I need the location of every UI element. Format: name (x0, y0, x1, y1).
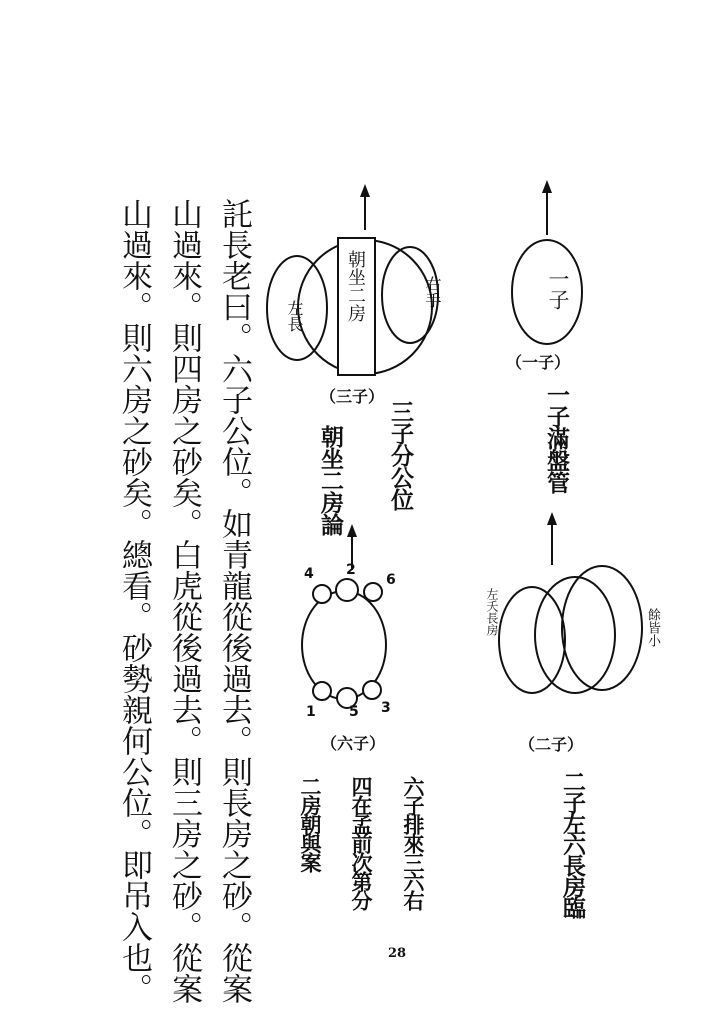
six-sons-number-3: 3 (381, 700, 391, 716)
one-son-inner-label: 一子 (546, 268, 570, 310)
three-sons-caption-paren: （三子） (320, 387, 385, 406)
six-sons-number-1: 1 (306, 704, 316, 720)
two-sons-caption-paren: （二子） (519, 735, 584, 754)
three-sons-center-label: 朝坐二房 (345, 250, 366, 322)
three-sons-caption-line-1: 三子分公位 (387, 400, 413, 510)
six-sons-number-2: 2 (346, 562, 356, 578)
six-sons-caption-line-2: 四在孟前次第分 (349, 776, 373, 909)
body-column-2: 山過來。則四房之砂矣。白虎從後過去。則三房之砂。從案 (166, 198, 202, 1004)
body-column-1: 託長老曰。六子公位。如青龍從後過去。則長房之砂。從案 (216, 198, 252, 1004)
body-column-3: 山過來。則六房之砂矣。總看。砂勢親何公位。即吊入也。 (116, 198, 152, 1004)
six-sons-number-6: 6 (386, 572, 396, 588)
one-son-caption: 一子滿盤管 (543, 383, 569, 493)
six-sons-caption-paren: （六子） (321, 734, 386, 753)
two-sons-right-label: 餘皆小 (645, 608, 660, 647)
three-sons-caption-line-2: 朝坐二房論 (317, 425, 343, 535)
two-sons-left-label: 左夭長房 (485, 588, 499, 636)
three-sons-left-label: 左長 (285, 300, 304, 332)
six-sons-number-5: 5 (349, 704, 359, 720)
six-sons-caption-line-1: 六子排來三六右 (401, 776, 425, 909)
three-sons-right-label: 右手 (423, 276, 442, 308)
page-number: 28 (388, 946, 407, 961)
one-son-caption-paren: （一子） (506, 353, 571, 372)
two-sons-caption: 二子左六長房臨 (559, 770, 585, 917)
six-sons-caption-line-3: 二房朝與案 (298, 776, 322, 871)
six-sons-number-4: 4 (304, 566, 314, 582)
